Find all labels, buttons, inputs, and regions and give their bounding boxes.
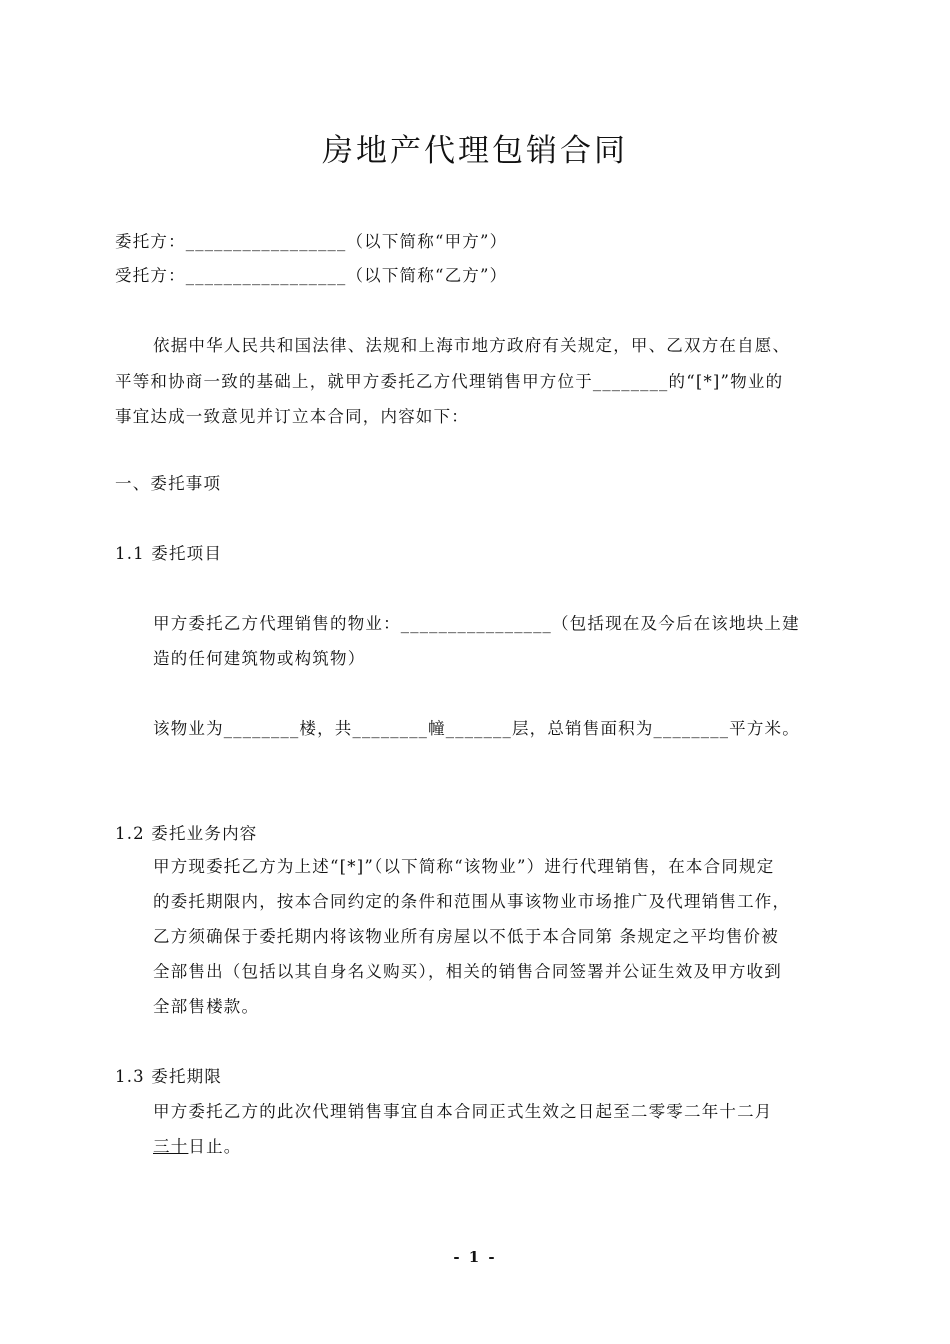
section-1-2-line-5: 全部售楼款。: [153, 997, 260, 1016]
preamble-line-1: 依据中华人民共和国法律、法规和上海市地方政府有关规定，甲、乙双方在自愿、: [153, 336, 791, 355]
section-1-3-line-1: 甲方委托乙方的此次代理销售事宜自本合同正式生效之日起至二零零二年十二月: [153, 1102, 773, 1121]
section-1-1-para1-line-1: 甲方委托乙方代理销售的物业：________________（包括现在及今后在该地块上建: [153, 614, 800, 633]
section-1-heading: 一、委托事项: [115, 474, 222, 493]
agent-party-line: 受托方：_________________（以下简称“乙方”）: [115, 266, 508, 285]
section-1-2-heading: 1.2 委托业务内容: [115, 824, 258, 843]
preamble-line-3: 事宜达成一致意见并订立本合同，内容如下：: [115, 407, 469, 426]
section-1-1-para1-line-2: 造的任何建筑物或构筑物）: [153, 649, 366, 668]
section-1-2-line-4: 全部售出（包括以其自身名义购买），相关的销售合同签署并公证生效及甲方收到: [153, 962, 782, 981]
page-number: - 1 -: [453, 1248, 497, 1266]
section-1-1-heading: 1.1 委托项目: [115, 544, 223, 563]
section-1-2-line-1: 甲方现委托乙方为上述“[*]”（以下简称“该物业”）进行代理销售，在本合同规定: [153, 857, 775, 876]
section-1-3-heading: 1.3 委托期限: [115, 1067, 223, 1086]
client-party-line: 委托方：_________________（以下简称“甲方”）: [115, 232, 508, 251]
document-title: 房地产代理包销合同: [322, 133, 628, 169]
section-1-3-line-2: [153, 1133, 242, 1157]
section-1-2-line-3: 乙方须确保于委托期内将该物业所有房屋以不低于本合同第 条规定之平均售价被: [153, 927, 779, 946]
section-1-2-line-2: 的委托期限内，按本合同约定的条件和范围从事该物业市场推广及代理销售工作，: [153, 892, 791, 911]
preamble-line-2: 平等和协商一致的基础上，就甲方委托乙方代理销售甲方位于________的“[*]”物业的: [115, 372, 784, 391]
end-day-suffix: 日止。: [188, 1137, 242, 1156]
section-1-1-para2: 该物业为________楼，共________幢_______层，总销售面积为________平方米。: [153, 719, 800, 738]
end-day-underlined: 三十: [153, 1137, 189, 1156]
